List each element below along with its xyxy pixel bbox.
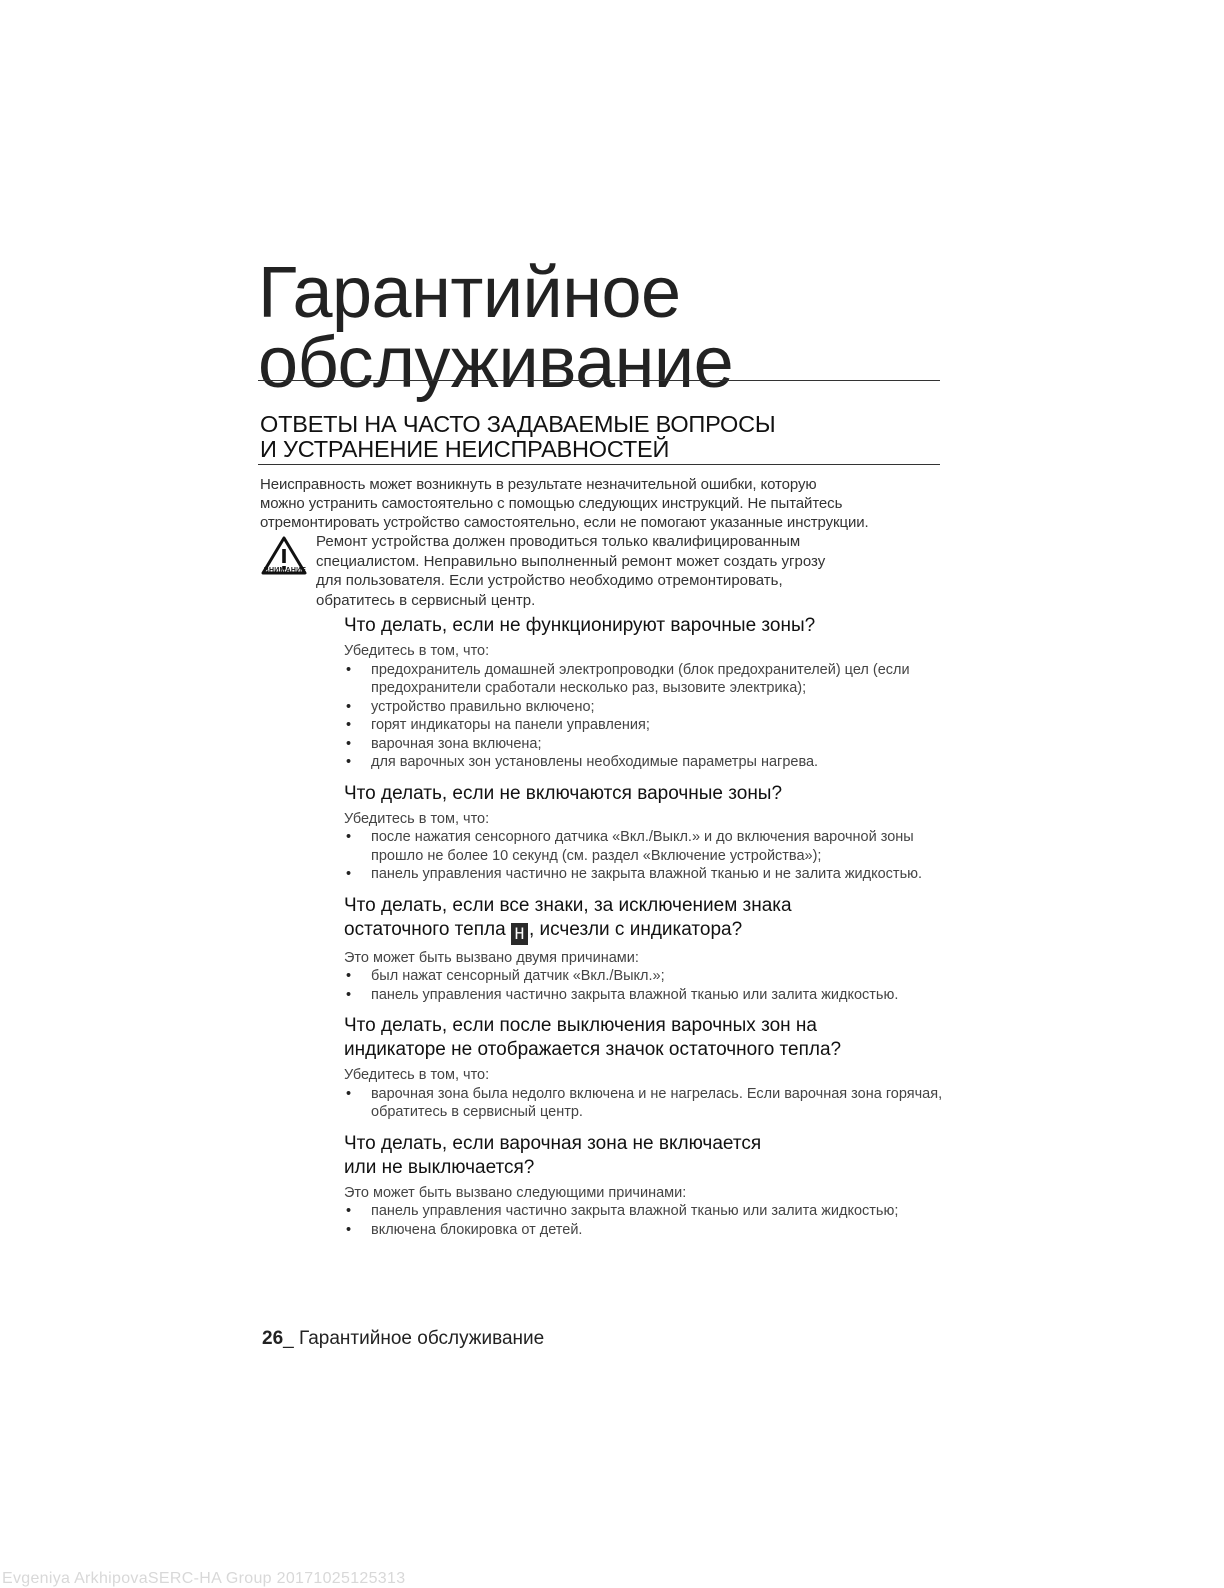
faq-answer-list xyxy=(344,828,944,884)
footer-separator: _ xyxy=(283,1328,299,1349)
list-item: • включена блокировка от детей. xyxy=(344,1221,944,1240)
residual-heat-icon: H xyxy=(511,923,528,945)
watermark: Evgeniya ArkhipovaSERC-HA Group 20171025125313 xyxy=(2,1570,406,1587)
list-item: • был нажат сенсорный датчик «Вкл./Выкл.»; xyxy=(344,967,944,986)
section-title-line2: И УСТРАНЕНИЕ НЕИСПРАВНОСТЕЙ xyxy=(260,436,670,462)
intro-line2: можно устранить самостоятельно с помощью следующих инструкций. Не пытайтесь xyxy=(260,495,843,512)
faq-item-zone-on-off xyxy=(344,1132,944,1240)
list-item: • после нажатия сенсорного датчика «Вкл./Выкл.» и до включения варочной зоны прошло не более 10 секунд (см. раздел «Включение устройства»); xyxy=(344,828,944,865)
intro-paragraph xyxy=(260,475,942,532)
warning-line2: специалистом. Неправильно выполненный ремонт может создать угрозу xyxy=(316,552,826,570)
warning-line3: для пользователя. Если устройство необходимо отремонтировать, xyxy=(316,572,783,589)
faq-lead: Убедитесь в том, что: xyxy=(344,1067,490,1083)
footer-title: Гарантийное обслуживание xyxy=(299,1328,545,1349)
faq-answer-list xyxy=(344,967,944,1004)
chapter-title-line1: Гарантийное xyxy=(258,253,681,333)
faq-question-line2: индикаторе не отображается значок остаточного тепла? xyxy=(344,1039,842,1060)
faq-question-line2-end: , исчезли с индикатора? xyxy=(528,918,743,940)
warning-line4: обратитесь в сервисный центр. xyxy=(316,591,536,609)
chapter-rule xyxy=(258,380,940,381)
faq-list xyxy=(344,614,944,1249)
faq-item-signs-disappeared xyxy=(344,894,944,1005)
list-item: • предохранитель домашней электропроводки (блок предохранителей) цел (если предохранители сработали несколько раз, вызовите электрика); xyxy=(344,661,944,698)
list-item: • панель управления частично закрыта влажной тканью или залита жидкостью; xyxy=(344,1202,944,1221)
list-item: • панель управления частично не закрыта влажной тканью и не залита жидкостью. xyxy=(344,865,944,884)
faq-lead: Это может быть вызвано следующими причинами: xyxy=(344,1184,687,1201)
faq-question-line2: или не выключается? xyxy=(344,1156,535,1178)
page-number: 26 xyxy=(262,1328,284,1349)
faq-answer-list xyxy=(344,1085,944,1122)
intro-line3: отремонтировать устройство самостоятельно, если не помогают указанные инструкции. xyxy=(260,514,869,531)
faq-question xyxy=(344,1132,944,1180)
faq-question xyxy=(344,1014,944,1062)
list-item: • варочная зона была недолго включена и не нагрелась. Если варочная зона горячая, обратитесь в сервисный центр. xyxy=(344,1085,944,1122)
list-item: • для варочных зон установлены необходимые параметры нагрева. xyxy=(344,753,944,772)
faq-lead: Это может быть вызвано двумя причинами: xyxy=(344,949,639,966)
faq-question xyxy=(344,894,944,945)
faq-question: Что делать, если не функционируют варочные зоны? xyxy=(344,615,816,636)
list-item: • панель управления частично закрыта влажной тканью или залита жидкостью. xyxy=(344,986,944,1005)
faq-question-line1: Что делать, если варочная зона не включается xyxy=(344,1132,762,1154)
warning-line1: Ремонт устройства должен проводиться только квалифицированным xyxy=(316,533,801,550)
faq-lead: Убедитесь в том, что: xyxy=(344,643,490,659)
faq-answer-list xyxy=(344,661,944,772)
faq-item-zones-not-working xyxy=(344,614,944,772)
chapter-title xyxy=(258,253,940,403)
faq-item-no-residual-heat-icon xyxy=(344,1014,944,1122)
list-item: • варочная зона включена; xyxy=(344,735,944,754)
page-footer xyxy=(262,1328,544,1350)
section-title xyxy=(260,412,940,462)
list-item: • устройство правильно включено; xyxy=(344,698,944,717)
faq-question-line1: Что делать, если все знаки, за исключением знака xyxy=(344,894,792,916)
faq-answer-list xyxy=(344,1202,944,1239)
intro-line1: Неисправность может возникнуть в результате незначительной ошибки, которую xyxy=(260,476,817,493)
faq-lead: Убедитесь в том, что: xyxy=(344,810,490,827)
faq-question: Что делать, если не включаются варочные зоны? xyxy=(344,782,783,804)
faq-item-zones-not-turning-on xyxy=(344,782,944,884)
section-rule xyxy=(258,464,940,465)
faq-question-line1: Что делать, если после выключения варочных зон на xyxy=(344,1015,817,1036)
warning-label: ВНИМАНИЕ xyxy=(263,567,307,574)
section-title-line1: ОТВЕТЫ НА ЧАСТО ЗАДАВАЕМЫЕ ВОПРОСЫ xyxy=(260,411,776,437)
list-item: • горят индикаторы на панели управления; xyxy=(344,716,944,735)
chapter-title-line2: обслуживание xyxy=(258,323,734,403)
warning-text xyxy=(316,532,916,610)
faq-question-line2-start: остаточного тепла xyxy=(344,918,506,940)
